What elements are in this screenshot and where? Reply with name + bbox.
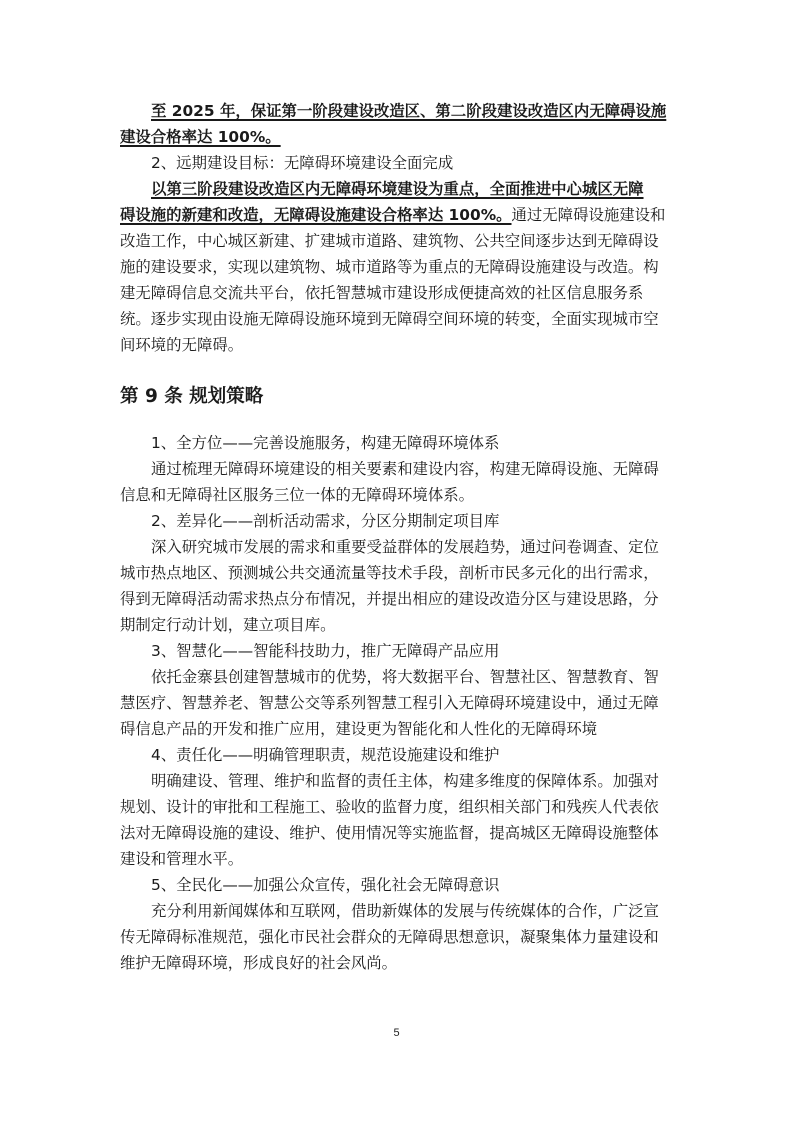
strategy-4-text: 规划、设计的审批和工程施工、验收的监督力度，组织相关部门和残疾人代表依 (120, 798, 659, 816)
goal2-emphasis: 碍设施的新建和改造，无障碍设施建设合格率达 100%。 (120, 206, 512, 224)
strategy-4-text: 法对无障碍设施的建设、维护、使用情况等实施监督，提高城区无障碍设施整体 (120, 824, 659, 842)
strategy-1-text: 通过梳理无障碍环境建设的相关要素和建设内容，构建无障碍设施、无障碍 (151, 460, 659, 478)
goal2-text-line: 以第三阶段建设改造区内无障碍环境建设为重点，全面推进中心城区无障 (151, 180, 644, 198)
strategy-5-text: 维护无障碍环境，形成良好的社会风尚。 (120, 954, 398, 972)
goal2-text-line: 间环境的无障碍。 (120, 336, 244, 354)
goal1-text-line: 至 2025 年，保证第一阶段建设改造区、第二阶段建设改造区内无障碍设施 (151, 102, 667, 120)
strategy-4-text: 建设和管理水平。 (120, 850, 244, 868)
goal2-text-line: 施的建设要求，实现以建筑物、城市道路等为重点的无障碍设施建设与改造。构 (120, 258, 659, 276)
goal2-text-rest: 通过无障碍设施建设和 (511, 206, 666, 224)
strategy-2-text: 期制定行动计划，建立项目库。 (120, 616, 336, 634)
strategy-3-text: 依托金寨县创建智慧城市的优势，将大数据平台、智慧社区、智慧教育、智 (151, 668, 659, 686)
strategy-5-text: 充分利用新闻媒体和互联网，借助新媒体的发展与传统媒体的合作，广泛宣 (151, 902, 659, 920)
strategy-5-title: 5、全民化——加强公众宣传，强化社会无障碍意识 (151, 876, 500, 894)
strategy-3-title: 3、智慧化——智能科技助力，推广无障碍产品应用 (151, 642, 500, 660)
strategy-4-text: 明确建设、管理、维护和监督的责任主体，构建多维度的保障体系。加强对 (151, 772, 659, 790)
strategy-3-text: 碍信息产品的开发和推广应用，建设更为智能化和人性化的无障碍环境 (120, 720, 598, 738)
goal1-text-line: 建设合格率达 100%。 (120, 128, 281, 146)
strategy-2-text: 城市热点地区、预测城公共交通流量等技术手段，剖析市民多元化的出行需求， (120, 564, 659, 582)
strategy-5-text: 传无障碍标准规范，强化市民社会群众的无障碍思想意识，凝聚集体力量建设和 (120, 928, 659, 946)
goal2-text-line: 建无障碍信息交流共平台，依托智慧城市建设形成便捷高效的社区信息服务系 (120, 284, 644, 302)
page-content (120, 98, 680, 976)
strategy-2-title: 2、差异化——剖析活动需求，分区分期制定项目库 (151, 512, 500, 530)
page-number: 5 (393, 1027, 400, 1039)
goal2-text-line: 统。逐步实现由设施无障碍设施环境到无障碍空间环境的转变，全面实现城市空 (120, 310, 659, 328)
strategy-3-text: 慧医疗、智慧养老、智慧公交等系列智慧工程引入无障碍环境建设中，通过无障 (120, 694, 659, 712)
strategy-1-text: 信息和无障碍社区服务三位一体的无障碍环境体系。 (120, 486, 474, 504)
goal2-title: 2、远期建设目标：无障碍环境建设全面完成 (151, 154, 454, 172)
strategy-4-title: 4、责任化——明确管理职责，规范设施建设和维护 (151, 746, 500, 764)
strategy-1-title: 1、全方位——完善设施服务，构建无障碍环境体系 (151, 434, 500, 452)
goal2-text-line (120, 202, 680, 228)
goal2-text-line: 改造工作，中心城区新建、扩建城市道路、建筑物、公共空间逐步达到无障碍设 (120, 232, 659, 250)
strategy-2-text: 深入研究城市发展的需求和重要受益群体的发展趋势，通过问卷调查、定位 (151, 538, 659, 556)
strategy-2-text: 得到无障碍活动需求热点分布情况，并提出相应的建设改造分区与建设思路，分 (120, 590, 659, 608)
section-heading: 第 9 条 规划策略 (120, 386, 264, 407)
